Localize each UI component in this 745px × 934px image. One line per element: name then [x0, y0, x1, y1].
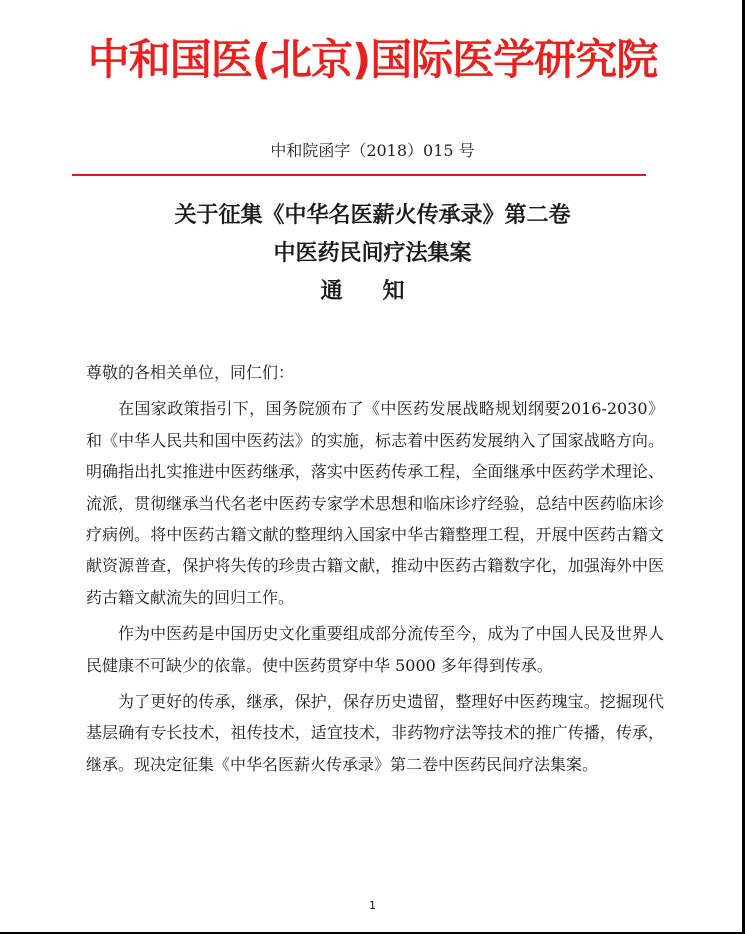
document-number: 中和院函字（2018）015 号: [270, 141, 475, 160]
notice-title: [0, 196, 745, 310]
institute-name: 中和国医(北京)国际医学研究院: [87, 35, 658, 84]
notice-title-line-2: 中医药民间疗法集案: [273, 240, 472, 266]
body-paragraph-3: 为了更好的传承，继承，保护，保存历史遗留，整理好中医药瑰宝。挖掘现代基层确有专长技术，祖传技术，适宜技术，非药物疗法等技术的推广传播，传承，继承。现决定征集《中华名医薪火传承录》第二卷中医药民间疗法集案。: [86, 692, 664, 774]
salutation: 尊敬的各相关单位，同仁们：: [86, 363, 295, 382]
header-divider: [72, 174, 646, 176]
body-paragraph-1: 在国家政策指引下，国务院颁布了《中医药发展战略规划纲要2016-2030》和《中华人民共和国中医药法》的实施，标志着中医药发展纳入了国家战略方向。明确指出扎实推进中医药继承，落实中医药传承工程，全面继承中医药学术理论、流派，贯彻继承当代名老中医药专家学术思想和临床诊疗经验，总结中医药临床诊疗病例。将中医药古籍文献的整理纳入国家中华古籍整理工程，开展中医药古籍文献资源普查，保护将失传的珍贵古籍文献，推动中医药古籍数字化，加强海外中医药古籍文献流失的回归工作。: [86, 399, 664, 607]
notice-title-line-1: 关于征集《中华名医薪火传承录》第二卷: [174, 202, 571, 228]
notice-body: [86, 357, 664, 785]
body-paragraph-2: 作为中医药是中国历史文化重要组成部分流传至今，成为了中国人民及世界人民健康不可缺少的依靠。使中医药贯穿中华 5000 多年得到传承。: [86, 624, 664, 675]
page-number: 1: [369, 899, 376, 912]
notice-title-line-3: 通知: [320, 278, 445, 304]
